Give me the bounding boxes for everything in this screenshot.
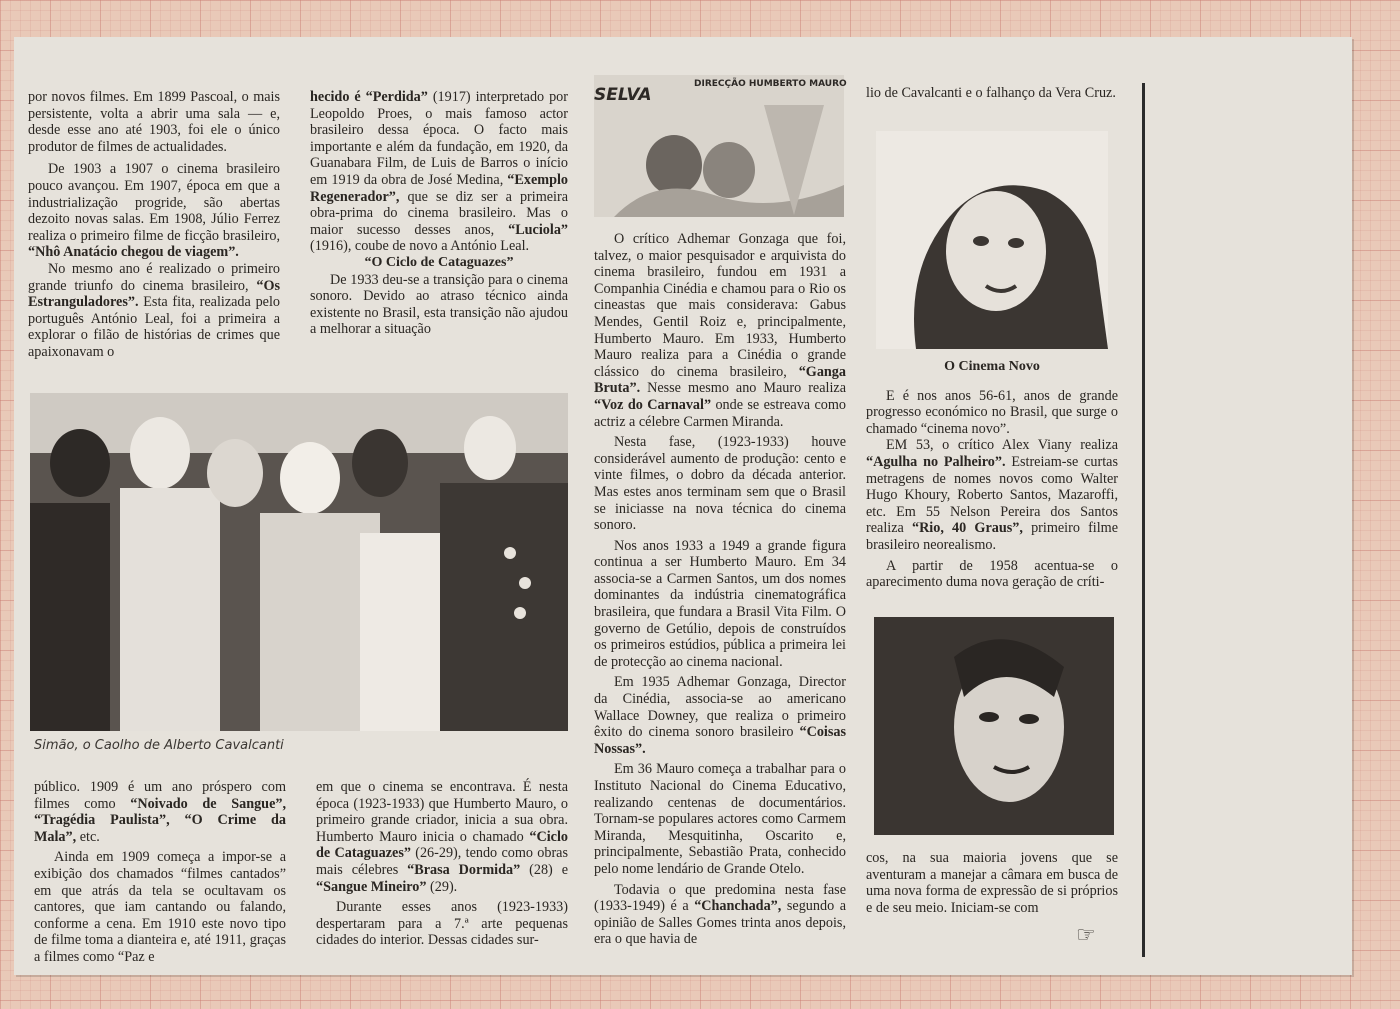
photo-caption: Simão, o Caolho de Alberto Cavalcanti (34, 738, 284, 753)
paragraph: por novos filmes. Em 1899 Pascoal, o mais persistente, volta a abrir uma sala — e, desde esse ano até 1903, foi ele o único produtor de filmes de actualidades. (28, 89, 280, 155)
paragraph: O crítico Adhemar Gonzaga que foi, talvez, o maior pesquisador e arquivista do cinema brasileiro, fundou em 1931 a Companhia Cinédia e chamou para o Rio os cineastas que mais considerava: Gabus Mendes, Gentil Roiz e, principalmente, Humberto Mauro. Em 1933, Humberto Mauro realiza para a Cinédia o grande clássico do cinema brasileiro, “Ganga Bruta”. Nesse mesmo ano Mauro realiza “Voz do Carnaval” onde se estreava como actriz a célebre Carmen Miranda. (594, 231, 846, 430)
section-heading: O Cinema Novo (944, 359, 1040, 374)
paragraph: público. 1909 é um ano próspero com filmes como “Noivado de Sangue”, “Tragédia Paulista”, “O Crime da Mala”, etc. (34, 779, 287, 845)
column-4-middle (866, 359, 1118, 591)
column-1-top (28, 89, 280, 361)
column-1-bottom (34, 779, 286, 966)
paragraph: De 1933 deu-se a transição para o cinema sonoro. Devido ao atraso técnico ainda existente no Brasil, esta transição não ajudou a melhorar a situação (310, 271, 568, 338)
newspaper-clipping (14, 37, 1352, 975)
paragraph: De 1903 a 1907 o cinema brasileiro pouco avançou. Em 1907, época em que a industrialização progride, são abertas dezoito novas salas. Em 1908, Júlio Ferrez realiza o primeiro filme de ficção brasileiro, “Nhô Anatácio chegou de viagem”. (28, 161, 280, 261)
section-heading: “O Ciclo de Cataguazes” (364, 254, 514, 270)
column-2-top (310, 89, 568, 338)
paragraph: Em 1935 Adhemar Gonzaga, Director da Cinédia, associa-se ao americano Wallace Downey, que realiza o primeiro êxito do cinema sonoro brasileiro “Coisas Nossas”. (594, 674, 846, 757)
paragraph: Ainda em 1909 começa a impor-se a exibição dos chamados “filmes cantados” em que atrás da tela se ocultavam os cantores, que iam cantando ou falando, conforme a cena. Em 1910 este novo tipo de filme toma a dianteira e, até 1911, graças a filmes como “Paz e (34, 849, 286, 965)
pointing-hand-icon: ☞ (1076, 922, 1096, 947)
paragraph: Todavia o que predomina nesta fase (1933-1949) é a “Chanchada”, segundo a opinião de Salles Gomes trinta anos depois, era o que havia de (594, 881, 847, 948)
portrait-photo-1 (876, 131, 1108, 349)
poster-title: SELVA (594, 85, 652, 105)
paragraph: Durante esses anos (1923-1933) despertaram para a 7.ª arte pequenas cidades do interior. Dessas cidades sur- (316, 899, 568, 949)
portrait-photo-2 (874, 617, 1114, 835)
film-still-photo (30, 393, 568, 731)
column-2-bottom (316, 779, 568, 949)
paragraph: No mesmo ano é realizado o primeiro grande triunfo do cinema brasileiro, “Os Estranguladores”. Esta fita, realizada pelo português António Leal, foi a primeira a explorar o filão de histórias de crimes que apaixonavam o (28, 260, 281, 360)
paragraph: hecido é “Perdida” (1917) interpretado por Leopoldo Proes, o mais famoso actor brasileiro dessa época. O facto mais importante e além da fundação, em 1920, da Guanabara Film, de Luis de Barros o início em 1919 da obra de José Medina, “Exemplo Regenerador”, que se diz ser a primeira obra-prima do cinema brasileiro. Mas o maior sucesso desses anos, “Luciola” (1916), coube de novo a António Leal. (310, 89, 569, 255)
paragraph: A partir de 1958 acentua-se o aparecimento duma nova geração de críti- (866, 557, 1118, 591)
column-4-bottom (866, 850, 1118, 916)
paragraph: lio de Cavalcanti e o falhanço da Vera Cruz. (866, 85, 1116, 101)
paragraph: em que o cinema se encontrava. É nesta época (1923-1933) que Humberto Mauro, o primeiro grande criador, inicia a sua obra. Humberto Mauro inicia o chamado “Ciclo de Cataguazes” (26-29), tendo como obras mais célebres “Brasa Dormida” (28) e “Sangue Mineiro” (29). (316, 779, 569, 895)
column-4-top (866, 85, 1118, 102)
paragraph: E é nos anos 56-61, anos de grande progresso económico no Brasil, que surge o chamado “cinema novo”. (866, 387, 1118, 437)
paragraph: Em 36 Mauro começa a trabalhar para o Instituto Nacional do Cinema Educativo, realizando centenas de documentários. Tornam-se populares actores como Carmem Miranda, Mesquitinha, Oscarito e, principalmente, Sebastião Prata, conhecido pelo nome lendário de Grande Otelo. (594, 761, 846, 877)
column-3 (594, 231, 846, 948)
paragraph: EM 53, o crítico Alex Viany realiza “Agulha no Palheiro”. Estreiam-se curtas metragens de nomes novos como Walter Hugo Khoury, Roberto Santos, Mazaroffi, etc. Em 55 Nelson Pereira dos Santos realiza “Rio, 40 Graus”, primeiro filme brasileiro neorealismo. (866, 437, 1119, 553)
paragraph: Nesta fase, (1923-1933) houve considerável aumento de produção: cento e vinte filmes, o dobro da década anterior. Mas estes anos terminam sem que o Brasil se iniciasse na nova técnica do cinema sonoro. (594, 434, 846, 534)
paragraph: Nos anos 1933 a 1949 a grande figura continua a ser Humberto Mauro. Em 34 associa-se a Carmen Santos, um dos nomes dominantes da indústria cinematográfica brasileira, que fundara a Brasil Vita Film. O governo de Getúlio, depois de construídos os primeiros estúdios, pública a primeira lei de protecção ao cinema nacional. (594, 537, 846, 670)
poster-credit: DIRECÇÃO HUMBERTO MAURO (694, 79, 847, 89)
paragraph: cos, na sua maioria jovens que se aventuram a manejar a câmara em busca de uma nova forma de expressão de si próprios e de seu meio. Iniciam-se com (866, 850, 1118, 916)
column-divider (1142, 83, 1145, 957)
